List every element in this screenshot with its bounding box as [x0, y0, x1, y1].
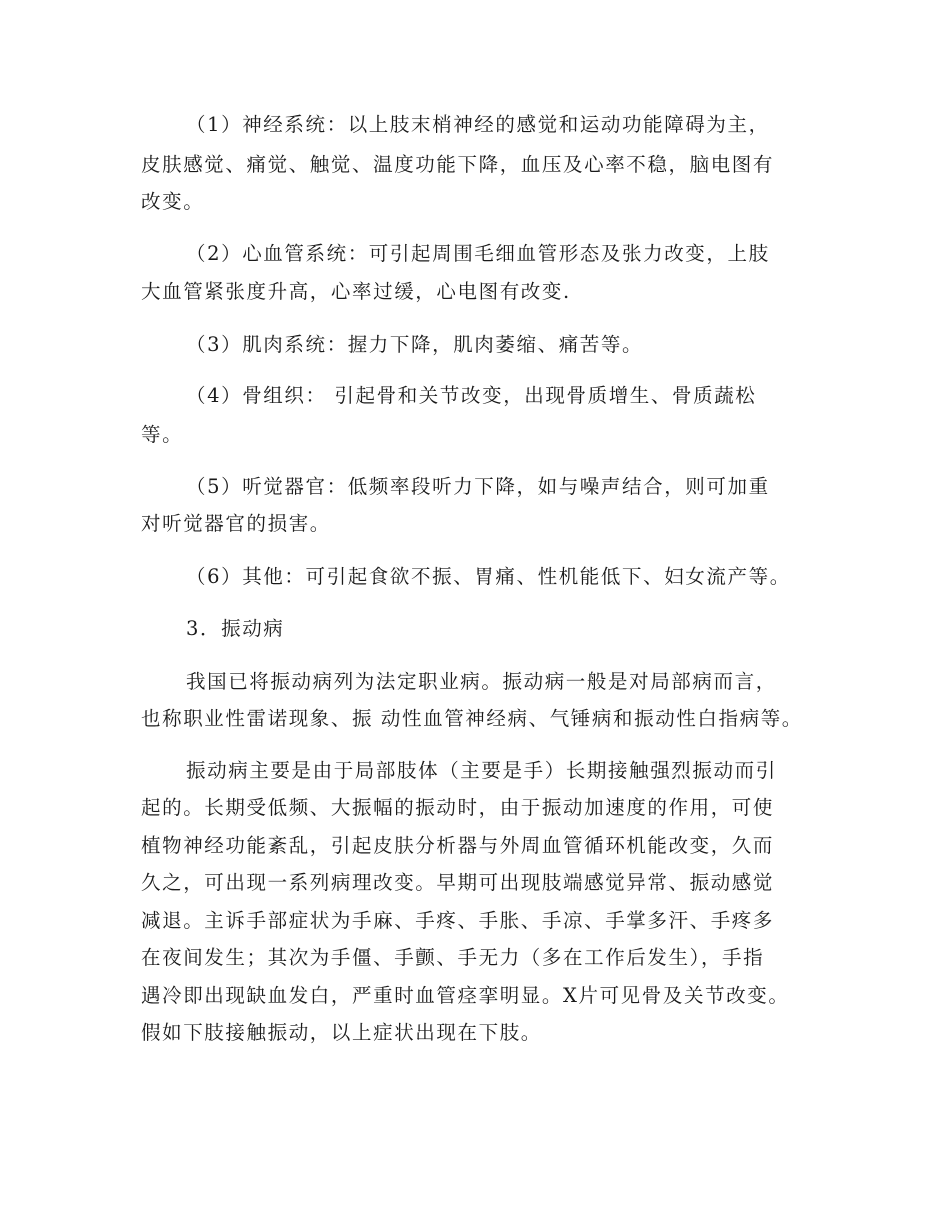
auditory-organ-line-2: 对听觉器官的损害。 [141, 512, 331, 535]
other-effects-line-1: （6）其他：可引起食欲不振、胃痛、性机能低下、妇女流产等。 [186, 565, 791, 588]
nervous-system-line-3: 改变。 [141, 190, 205, 213]
vibration-detail-line-6: 在夜间发生；其次为手僵、手颤、手无力（多在工作后发生），手指 [141, 946, 765, 969]
vibration-detail-line-4: 久之，可出现一系列病理改变。早期可出现肢端感觉异常、振动感觉 [141, 871, 775, 894]
auditory-organ-line-1: （5）听觉器官：低频率段听力下降，如与噪声结合，则可加重 [186, 475, 770, 498]
cardiovascular-line-2: 大血管紧张度升高，心率过缓，心电图有改变. [141, 280, 571, 303]
nervous-system-line-2: 皮肤感觉、痛觉、触觉、温度功能下降，血压及心率不稳，脑电图有 [141, 153, 775, 176]
nervous-system-line-1: （1）神经系统：以上肢末梢神经的感觉和运动功能障碍为主， [186, 113, 770, 136]
bone-tissue-line-2: 等。 [141, 423, 184, 446]
vibration-detail-line-8: 假如下肢接触振动，以上症状出现在下肢。 [141, 1021, 542, 1044]
vibration-detail-line-1: 振动病主要是由于局部肢体（主要是手）长期接触强烈振动而引 [186, 759, 777, 782]
vibration-detail-line-2: 起的。长期受低频、大振幅的振动时，由于振动加速度的作用，可使 [141, 796, 775, 819]
vibration-detail-line-3: 植物神经功能紊乱，引起皮肤分析器与外周血管循环机能改变，久而 [141, 834, 775, 857]
vibration-detail-line-7: 遇冷即出现缺血发白，严重时血管痉挛明显。X片可见骨及关节改变。 [141, 984, 790, 1007]
bone-tissue-line-1: （4）骨组织： 引起骨和关节改变，出现骨质增生、骨质蔬松 [186, 384, 757, 407]
vibration-detail-line-5: 减退。主诉手部症状为手麻、手疼、手胀、手凉、手掌多汗、手疼多 [141, 909, 775, 932]
muscle-system-line-1: （3）肌肉系统：握力下降，肌肉萎缩、痛苦等。 [186, 333, 644, 356]
cardiovascular-line-1: （2）心血管系统：可引起周围毛细血管形态及张力改变，上肢 [186, 242, 770, 265]
vibration-intro-line-2: 也称职业性雷诺现象、振 动性血管神经病、气锤病和振动性白指病等。 [141, 707, 803, 730]
vibration-intro-line-1: 我国已将振动病列为法定职业病。振动病一般是对局部病而言， [186, 670, 777, 693]
section-heading: 3．振动病 [186, 617, 285, 640]
